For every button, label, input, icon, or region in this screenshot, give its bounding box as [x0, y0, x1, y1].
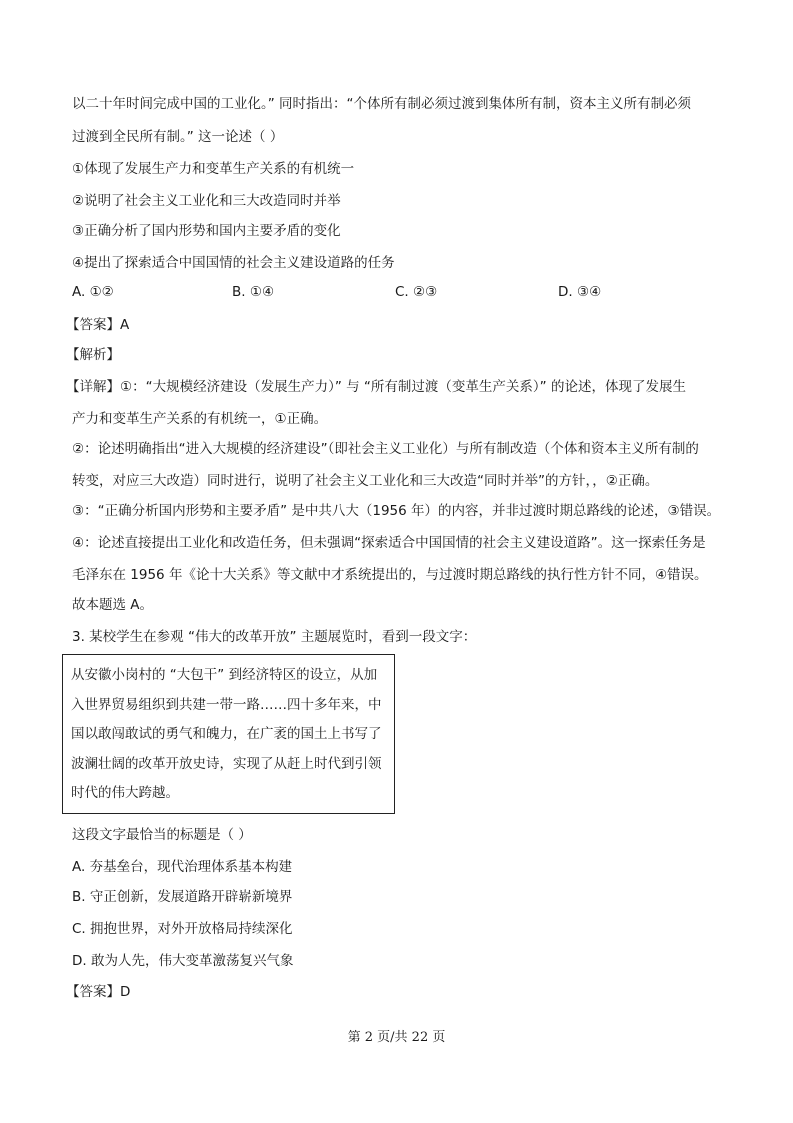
q2-option-c: C. ②③ — [395, 284, 438, 300]
q2-analysis-title: 【解析】 — [66, 347, 120, 363]
q2-answer: 【答案】A — [66, 317, 130, 333]
q2-explanation-line-6: ④：论述直接提出工业化和改造任务，但未强调“探索适合中国国情的社会主义建设道路”。这一探索任务是 — [72, 535, 706, 551]
q3-quote-line-4: 波澜壮阔的改革开放史诗，实现了从赶上时代到引领 — [71, 755, 382, 772]
q3-option-b: B. 守正创新，发展道路开辟崭新境界 — [72, 889, 293, 905]
q3-quote-line-3: 国以敢闯敢试的勇气和魄力，在广袤的国土上书写了 — [71, 726, 382, 742]
q2-explanation-line-8: 故本题选 A。 — [72, 597, 154, 613]
q3-option-d: D. 敢为人先，伟大变革激荡复兴气象 — [72, 953, 294, 969]
q3-quote-line-2: 入世界贸易组织到共建一带一路……四十多年来，中 — [71, 696, 382, 713]
q2-statement-1: ①体现了发展生产力和变革生产关系的有机统一 — [72, 161, 355, 177]
q3-quote-line-5: 时代的伟大跨越。 — [71, 785, 179, 801]
q2-option-a: A. ①② — [72, 284, 114, 300]
q2-explanation-line-4: 转变，对应三大改造）同时进行，说明了社会主义工业化和三大改造“同时并举”的方针，，②正确。 — [72, 473, 659, 489]
q3-quote-box — [62, 654, 395, 814]
q2-statement-3: ③正确分析了国内形势和国内主要矛盾的变化 — [72, 223, 341, 239]
q3-stem: 3. 某校学生在参观 “伟大的改革开放” 主题展览时，看到一段文字： — [72, 629, 477, 645]
q2-explanation-line-2: 产力和变革生产关系的有机统一，①正确。 — [72, 411, 328, 427]
q2-explanation-line-5: ③：“正确分析国内形势和主要矛盾” 是中共八大（1956 年）的内容，并非过渡时期总路线的论述，③错误。 — [72, 503, 721, 519]
q3-quote-line-1: 从安徽小岗村的 “大包干” 到经济特区的设立，从加 — [71, 667, 378, 683]
page-number: 第 2 页/共 22 页 — [347, 1030, 446, 1045]
q3-option-a: A. 夯基垒台，现代治理体系基本构建 — [72, 859, 293, 875]
q2-stem-line-1: 以二十年时间完成中国的工业化。” 同时指出：“个体所有制必须过渡到集体所有制，资本主义所有制必须 — [72, 96, 692, 112]
q3-answer: 【答案】D — [66, 984, 131, 1000]
q2-options — [72, 284, 632, 302]
q3-option-c: C. 拥抱世界，对外开放格局持续深化 — [72, 921, 293, 937]
q2-explanation-line-1: 【详解】①：“大规模经济建设（发展生产力）” 与 “所有制过渡（变革生产关系）” 的论述，体现了发展生 — [66, 379, 686, 395]
q2-statement-2: ②说明了社会主义工业化和三大改造同时并举 — [72, 193, 341, 209]
q2-option-b: B. ①④ — [232, 284, 275, 300]
q3-prompt: 这段文字最恰当的标题是（ ） — [72, 827, 252, 843]
q2-option-d: D. ③④ — [558, 284, 602, 300]
q2-stem-line-2: 过渡到全民所有制。” 这一论述（ ） — [72, 129, 284, 145]
q2-explanation-line-7: 毛泽东在 1956 年《论十大关系》等文献中才系统提出的，与过渡时期总路线的执行性方针不同，④错误。 — [72, 567, 708, 583]
q2-explanation-line-3: ②：论述明确指出“进入大规模的经济建设”（即社会主义工业化）与所有制改造（个体和资本主义所有制的 — [72, 441, 699, 457]
q2-statement-4: ④提出了探索适合中国国情的社会主义建设道路的任务 — [72, 255, 395, 271]
